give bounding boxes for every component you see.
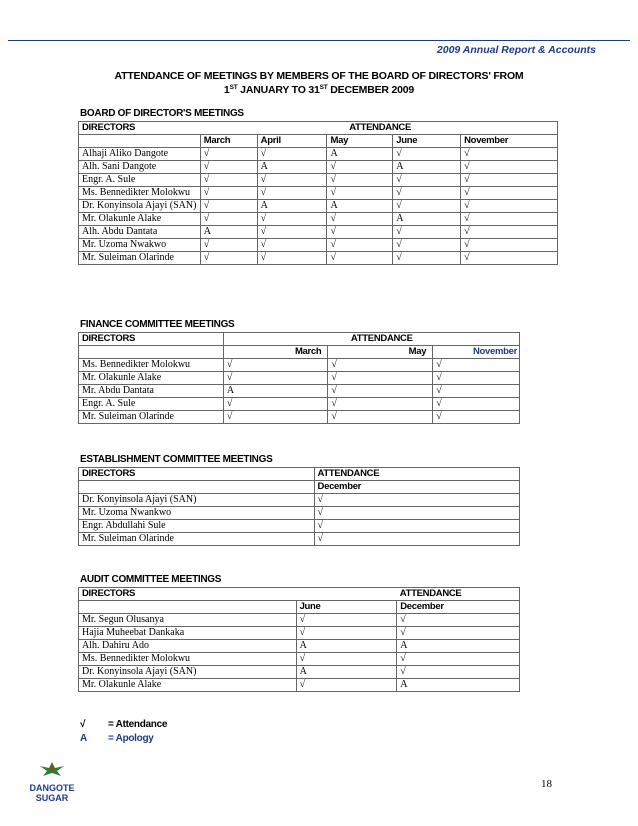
board-section-title: BOARD OF DIRECTOR'S MEETINGS — [80, 108, 244, 119]
directors-header: DIRECTORS — [79, 588, 297, 601]
director-name: Dr. Konyinsola Ajayi (SAN) — [79, 494, 315, 507]
establishment-section-title: ESTABLISHMENT COMMITTEE MEETINGS — [80, 454, 273, 465]
attendance-mark: √ — [314, 520, 519, 533]
table-row — [79, 666, 520, 679]
attendance-mark: √ — [393, 226, 461, 239]
attendance-mark: √ — [461, 226, 558, 239]
months-row — [79, 135, 558, 148]
attendance-mark: A — [223, 385, 328, 398]
table-row — [79, 161, 558, 174]
table-row — [79, 614, 520, 627]
attendance-mark: A — [327, 200, 393, 213]
month-header: April — [257, 135, 327, 148]
director-name: Alh. Sani Dangote — [79, 161, 201, 174]
attendance-mark: √ — [257, 239, 327, 252]
month-header: November — [433, 346, 520, 359]
attendance-mark: √ — [393, 239, 461, 252]
table-row — [79, 252, 558, 265]
attendance-mark: √ — [433, 359, 520, 372]
attendance-mark: A — [200, 226, 257, 239]
attendance-mark: √ — [393, 148, 461, 161]
attendance-mark: A — [296, 666, 397, 679]
director-name: Mr. Uzoma Nwankwo — [79, 507, 315, 520]
attendance-mark: √ — [327, 226, 393, 239]
attendance-mark: √ — [461, 239, 558, 252]
legend-item-apology — [80, 733, 154, 744]
table-row — [79, 187, 558, 200]
legend-text: = Apology — [108, 733, 154, 744]
attendance-mark: √ — [393, 252, 461, 265]
attendance-mark: √ — [397, 653, 520, 666]
table-header-row — [79, 468, 520, 481]
empty-cell — [223, 333, 328, 346]
month-header: June — [393, 135, 461, 148]
month-header: November — [461, 135, 558, 148]
table-row — [79, 385, 520, 398]
month-header: December — [314, 481, 519, 494]
dangote-sugar-logo — [22, 760, 82, 803]
attendance-mark: √ — [433, 385, 520, 398]
attendance-mark: √ — [393, 174, 461, 187]
director-name: Mr. Olakunle Alake — [79, 213, 201, 226]
table-row — [79, 627, 520, 640]
months-row — [79, 481, 520, 494]
table-row — [79, 226, 558, 239]
table-row — [79, 372, 520, 385]
director-name: Mr. Olakunle Alake — [79, 679, 297, 692]
table-row — [79, 359, 520, 372]
director-name: Dr. Konyinsola Ajayi (SAN) — [79, 200, 201, 213]
attendance-mark: √ — [257, 226, 327, 239]
attendance-label: ATTENDANCE — [349, 122, 411, 133]
director-name: Ms. Bennedikter Molokwu — [79, 359, 224, 372]
attendance-mark: √ — [433, 398, 520, 411]
attendance-mark: √ — [314, 533, 519, 546]
attendance-mark: √ — [461, 213, 558, 226]
month-header: June — [296, 601, 397, 614]
attendance-mark: √ — [461, 200, 558, 213]
attendance-mark: √ — [257, 174, 327, 187]
attendance-mark: √ — [328, 398, 433, 411]
director-name: Engr. A. Sule — [79, 398, 224, 411]
title-sup: ST — [319, 84, 328, 91]
attendance-mark: A — [257, 200, 327, 213]
director-name: Alh. Dahiru Ado — [79, 640, 297, 653]
logo-line1: DANGOTE — [29, 783, 75, 793]
attendance-header — [200, 122, 557, 135]
attendance-mark: √ — [200, 239, 257, 252]
attendance-mark: √ — [328, 359, 433, 372]
director-name: Mr. Suleiman Olarinde — [79, 411, 224, 424]
month-header: December — [397, 601, 520, 614]
attendance-mark: √ — [200, 174, 257, 187]
month-header: May — [328, 346, 433, 359]
logo-line2: SUGAR — [35, 793, 69, 803]
attendance-mark: √ — [296, 614, 397, 627]
table-row — [79, 200, 558, 213]
attendance-mark: A — [397, 679, 520, 692]
attendance-mark: √ — [461, 187, 558, 200]
attendance-mark: A — [393, 213, 461, 226]
table-row — [79, 640, 520, 653]
legend-symbol: √ — [80, 719, 86, 730]
report-title: 2009 Annual Report & Accounts — [436, 44, 596, 56]
attendance-mark: √ — [200, 161, 257, 174]
table-row — [79, 174, 558, 187]
attendance-mark: √ — [257, 148, 327, 161]
attendance-mark: √ — [327, 239, 393, 252]
page-title-line2 — [0, 84, 638, 96]
director-name: Ms. Bennedikter Molokwu — [79, 187, 201, 200]
table-row — [79, 507, 520, 520]
attendance-mark: √ — [223, 398, 328, 411]
attendance-mark: √ — [200, 200, 257, 213]
attendance-mark: √ — [397, 627, 520, 640]
empty-cell — [79, 346, 224, 359]
attendance-mark: √ — [327, 187, 393, 200]
director-name: Mr. Suleiman Olarinde — [79, 252, 201, 265]
attendance-mark: A — [393, 161, 461, 174]
table-header-row — [79, 333, 520, 346]
directors-header: DIRECTORS — [79, 468, 315, 481]
director-name: Mr. Abdu Dantata — [79, 385, 224, 398]
attendance-mark: √ — [296, 679, 397, 692]
page-title — [0, 70, 638, 82]
table-header-row — [79, 588, 520, 601]
table-row — [79, 494, 520, 507]
attendance-mark: √ — [200, 187, 257, 200]
title-part: DECEMBER 2009 — [327, 84, 415, 96]
table-row — [79, 239, 558, 252]
attendance-mark: √ — [327, 174, 393, 187]
legend-text: = Attendance — [108, 719, 168, 730]
attendance-mark: √ — [200, 213, 257, 226]
audit-attendance-table — [78, 587, 520, 692]
title-part: 1 — [223, 84, 230, 96]
attendance-mark: √ — [296, 653, 397, 666]
table-row — [79, 533, 520, 546]
attendance-header: ATTENDANCE — [328, 333, 433, 346]
director-name: Mr. Olakunle Alake — [79, 372, 224, 385]
director-name: Hajia Muheebat Dankaka — [79, 627, 297, 640]
legend-symbol: A — [80, 733, 87, 744]
attendance-mark: √ — [327, 161, 393, 174]
attendance-header: ATTENDANCE — [314, 468, 519, 481]
establishment-attendance-table — [78, 467, 520, 546]
attendance-mark: A — [257, 161, 327, 174]
attendance-mark: √ — [257, 187, 327, 200]
finance-attendance-table — [78, 332, 520, 424]
director-name: Mr. Suleiman Olarinde — [79, 533, 315, 546]
attendance-mark: √ — [200, 252, 257, 265]
table-row — [79, 148, 558, 161]
attendance-mark: √ — [393, 187, 461, 200]
eagle-logo-icon — [37, 760, 67, 778]
month-header: March — [223, 346, 328, 359]
attendance-mark: √ — [461, 174, 558, 187]
empty-cell — [433, 333, 520, 346]
page-number: 18 — [541, 778, 552, 790]
director-name: Dr. Konyinsola Ajayi (SAN) — [79, 666, 297, 679]
month-header: March — [200, 135, 257, 148]
empty-cell — [79, 481, 315, 494]
finance-section-title: FINANCE COMMITTEE MEETINGS — [80, 319, 235, 330]
header-rule — [8, 40, 630, 41]
table-row — [79, 411, 520, 424]
attendance-mark: A — [397, 640, 520, 653]
attendance-mark: √ — [257, 252, 327, 265]
empty-cell — [79, 601, 297, 614]
attendance-mark: A — [327, 148, 393, 161]
directors-header: DIRECTORS — [79, 333, 224, 346]
page-title-line1: ATTENDANCE OF MEETINGS BY MEMBERS OF THE BOARD OF DIRECTORS' FROM — [114, 70, 524, 82]
attendance-mark: A — [296, 640, 397, 653]
director-name: Engr. Abdullahi Sule — [79, 520, 315, 533]
title-part: JANUARY TO 31 — [237, 84, 320, 96]
board-attendance-table — [78, 121, 558, 265]
attendance-mark: √ — [328, 385, 433, 398]
table-header-row — [79, 122, 558, 135]
attendance-mark: √ — [327, 252, 393, 265]
attendance-mark: √ — [461, 161, 558, 174]
attendance-mark: √ — [328, 411, 433, 424]
directors-header: DIRECTORS — [79, 122, 201, 135]
attendance-mark: √ — [433, 411, 520, 424]
attendance-mark: √ — [296, 627, 397, 640]
table-row — [79, 679, 520, 692]
month-header: May — [327, 135, 393, 148]
empty-cell — [79, 135, 201, 148]
director-name: Alhaji Aliko Dangote — [79, 148, 201, 161]
attendance-mark: √ — [257, 213, 327, 226]
empty-cell — [296, 588, 397, 601]
attendance-mark: √ — [397, 614, 520, 627]
table-row — [79, 520, 520, 533]
attendance-mark: √ — [461, 148, 558, 161]
title-sup: ST — [229, 84, 238, 91]
attendance-mark: √ — [327, 213, 393, 226]
director-name: Alh. Abdu Dantata — [79, 226, 201, 239]
attendance-mark: √ — [328, 372, 433, 385]
director-name: Ms. Bennedikter Molokwu — [79, 653, 297, 666]
attendance-mark: √ — [397, 666, 520, 679]
months-row — [79, 601, 520, 614]
attendance-mark: √ — [223, 372, 328, 385]
audit-section-title: AUDIT COMMITTEE MEETINGS — [80, 574, 222, 585]
attendance-mark: √ — [433, 372, 520, 385]
director-name: Mr. Segun Olusanya — [79, 614, 297, 627]
table-row — [79, 213, 558, 226]
table-row — [79, 398, 520, 411]
attendance-mark: √ — [393, 200, 461, 213]
attendance-mark: √ — [314, 494, 519, 507]
attendance-header: ATTENDANCE — [397, 588, 520, 601]
attendance-mark: √ — [200, 148, 257, 161]
director-name: Mr. Uzoma Nwakwo — [79, 239, 201, 252]
attendance-mark: √ — [223, 411, 328, 424]
attendance-mark: √ — [314, 507, 519, 520]
director-name: Engr. A. Sule — [79, 174, 201, 187]
months-row — [79, 346, 520, 359]
legend-item-attendance — [80, 719, 167, 730]
attendance-mark: √ — [223, 359, 328, 372]
attendance-mark: √ — [461, 252, 558, 265]
table-row — [79, 653, 520, 666]
